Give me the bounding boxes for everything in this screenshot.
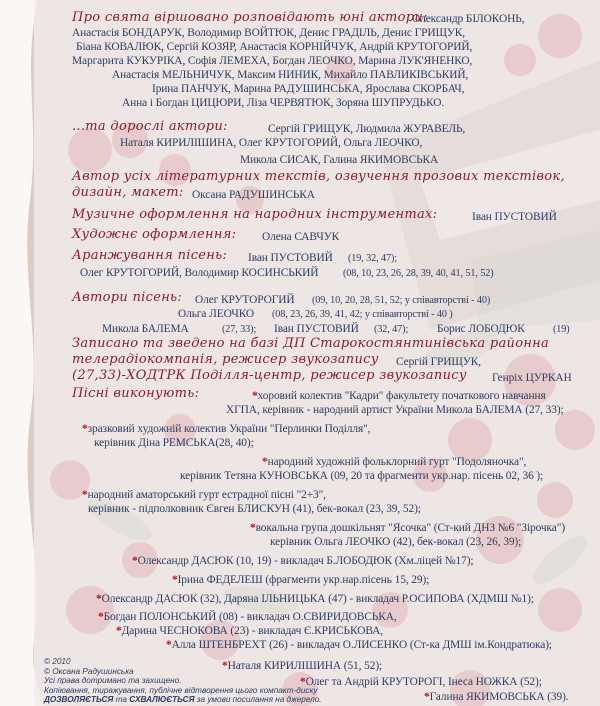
author-heading: Автор усіх літературних текстів, озвучення прозових текстівок, [72,169,565,184]
copyright-line: Усі права дотримано та захищено. [44,676,182,686]
performers-line-4: Маргарита КУКУРІКА, Софія ЛЕМЕХА, Богдан ЛЕОЧКО, Марина ЛУК'ЯНЕНКО, [72,55,473,67]
bullet-star: * [116,625,122,637]
adults-heading: ...та дорослі актори: [72,119,228,134]
bullet-star: * [82,423,88,435]
singer-entry-5b: керівник Ольга ЛЕОЧКО (42), бек-вокал (23, 26, 39); [270,536,522,548]
arrangement-nums-2: (08, 10, 23, 26, 28, 39, 40, 41, 51, 52) [343,268,494,279]
bullet-star: * [250,522,256,534]
singer-entry-5: *вокальна група дошкільнят "Ясочка" (Ст-кий ДНЗ №6 "Зірочка") [250,522,566,534]
singer-entry-3b: керівник Тетяна КУНОВСЬКА (09, 20 та фрагменти укр.нар. пісень 02, 36 ); [180,470,544,482]
performers-line-3: Біана КОВАЛЮК, Сергій КОЗЯР, Анастасія КОРНІЙЧУК, Андрій КРУТОГОРИЙ, [76,41,473,53]
arrangement-name-1: Іван ПУСТОВИЙ [248,252,333,264]
music-name: Іван ПУСТОВИЙ [472,211,557,223]
songwriter-4-nums: (32, 47); [374,324,409,335]
copyright-line: Копіювання, тиражування, публічне відтворення цього компакт-диску [44,685,318,695]
bullet-star: * [132,555,138,567]
bullet-star: * [96,593,102,605]
songwriter-4: Іван ПУСТОВИЙ [274,323,359,335]
performers-line-5: Анастасія МЕЛЬНИЧУК, Максим НИНИК, Михайло ПАВЛИКІВСЬКИЙ, [112,69,469,81]
bullet-star: * [300,676,306,688]
singer-entry-8: *Олександр ДАСЮК (32), Даряна ІЛЬНИЦЬКА (47) - викладач Р.ОСИПОВА (ХДМШ №1); [96,593,534,605]
songwriter-1-nums: (09, 10, 20, 28, 51, 52; у співавторстві - 40) [312,295,491,306]
singer-entry-2: *зразковий художній колектив України "Перлинки Поділля", [82,423,371,435]
bullet-star: * [252,390,258,402]
copyright-line: © Оксана Радушинська [44,666,134,676]
performers-heading: Про свята віршовано розповідають юні актори: [72,10,428,25]
songwriter-3-nums: (27, 33); [222,324,257,335]
performers-line-7: Анна і Богдан ЦИЦЮРИ, Ліза ЧЕРВЯТЮК, Зоряна ШУПРУДЬКО. [122,97,445,109]
performers-line-1: Олександр БІЛОКОНЬ, [412,13,525,25]
adults-line-3: Микола СИСАК, Галина ЯКИМОВСЬКА [240,154,439,166]
copyright-line-last: ДОЗВОЛЯЄТЬСЯ та СХВАЛЮЄТЬСЯ за умови посилання на джерело. [44,695,322,705]
singer-entry-4b: керівник - підполковник Євген БЛИСКУН (41), бек-вокал (23, 39, 52); [88,503,421,515]
singer-entry-10: *Дарина ЧЕСНОКОВА (23) - викладач Є.КРИСЬКОВА, [116,625,383,637]
songwriters-heading: Автори пісень: [72,290,183,305]
author-heading-2: дизайн, макет: [72,185,184,200]
singer-entry-11: *Алла ШТЕНБРЕХТ (26) - викладач О.ЛИСЕНКО (Ст-ка ДМШ ім.Кондратюка); [166,639,552,651]
songwriter-5-nums: (19) [553,324,570,335]
arrangement-nums-1: (19, 32, 47); [348,253,398,264]
art-name: Олена САВЧУК [262,231,340,243]
bullet-star: * [222,660,228,672]
singers-heading: Пісні виконують: [72,386,200,401]
singer-entry-9: *Богдан ПОЛОНСЬКИЙ (08) - викладач О.СВИРИДОВСЬКА, [98,611,397,623]
recording-line-2: телерадіокомпанія, режисер звукозапису [72,352,379,367]
singer-entry-2b: керівник Діна РЕМСЬКА(28, 40); [94,437,254,449]
bullet-star: * [82,489,88,501]
recording-engineer-1: Сергій ГРИЩУК, [396,356,482,368]
singer-entry-14: *Галина ЯКИМОВСЬКА (39). [424,691,569,703]
songwriter-1: Олег КРУТОРОГИЙ [195,294,295,306]
songwriter-5: Борис ЛОБОДЮК [437,323,525,335]
singer-entry-1b: ХГПА, керівник - народний артист України Микола БАЛЕМА (27, 33); [226,404,564,416]
recording-line-1: Записано та зведено на базі ДП Старокостянтинівська районна [72,336,550,351]
recording-line-3: (27,33)-ХОДТРК Поділля-центр, режисер звукозапису [72,368,467,383]
bullet-star: * [262,456,268,468]
adults-line-1: Сергій ГРИЩУК, Людмила ЖУРАВЕЛЬ, [268,123,466,135]
arrangement-line-2: Олег КРУТОГОРИЙ, Володимир КОСИНСЬКИЙ [80,267,319,279]
performers-line-6: Ірина ПАНЧУК, Марина РАДУШИНСЬКА, Ярослава СКОРБАЧ, [152,83,465,95]
adults-line-2: Наталя КИРИЛІШИНА, Олег КРУТОГОРИЙ, Ольга ЛЕОЧКО, [120,137,423,149]
bullet-star: * [424,691,430,703]
art-heading: Художнє оформлення: [72,227,237,242]
music-heading: Музичне оформлення на народних інструментах: [72,207,438,222]
singer-entry-13: *Олег та Андрій КРУТОРОГІ, Інеса НОЖКА (52); [300,676,542,688]
songwriter-2: Ольга ЛЕОЧКО [178,308,255,320]
author-name: Оксана РАДУШИНСЬКА [192,189,315,201]
copyright-notice [44,657,322,705]
singer-entry-3: *народний художній фольклорний гурт "Подоляночка", [262,456,527,468]
singer-entry-1: *хоровий колектив "Кадри" факультету початкового навчання [252,390,546,402]
bullet-star: * [98,611,104,623]
bullet-star: * [166,639,172,651]
singer-entry-6: *Олександр ДАСЮК (10, 19) - викладач Б.ЛОБОДЮК (Хм.ліцей №17); [132,555,474,567]
singer-entry-7: *Ірина ФЕДЕЛЕШ (фрагменти укр.нар.пісень 15, 29); [172,574,430,586]
bullet-star: * [172,574,178,586]
singer-entry-12: *Наталя КИРИЛІШИНА (51, 52); [222,660,383,672]
songwriter-2-nums: (08, 23, 26, 39, 41, 42; у співавторстві - 40 ) [272,309,453,320]
performers-line-2: Анастасія БОНДАРУК, Володимир ВОЙТЮК, Денис ГРАДІЛЬ, Денис ГРИЩУК, [72,27,466,39]
recording-engineer-2: Генріх ЦУРКАН [492,372,572,384]
songwriter-3: Микола БАЛЕМА [102,323,189,335]
singer-entry-4: *народний аматорський гурт естрадної пісні "2+3", [82,489,326,501]
copyright-line: © 2010 [44,657,71,666]
arrangement-heading: Аранжування пісень: [72,248,228,263]
